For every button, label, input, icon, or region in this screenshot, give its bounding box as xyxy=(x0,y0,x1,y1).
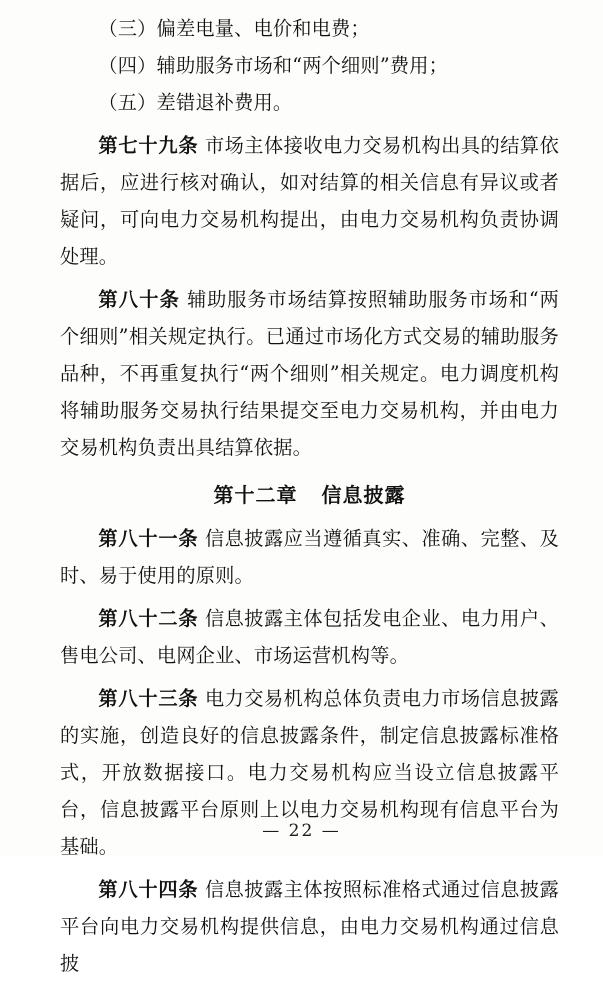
article-paragraph-82 xyxy=(60,600,559,674)
article-paragraph-81 xyxy=(60,520,559,594)
chapter-number: 第十二章 xyxy=(213,483,298,507)
article-text: 辅助服务市场结算按照辅助服务市场和“两个细则”相关规定执行。已通过市场化方式交易的辅助服务品种，不再重复执行“两个细则”相关规定。电力调度机构将辅助服务交易执行结果提交至电力交易机构，并由电力交易机构负责出具结算依据。 xyxy=(60,288,560,459)
article-label: 第八十三条 xyxy=(98,687,199,710)
chapter-heading xyxy=(60,476,559,514)
article-text: 信息披露应当遵循真实、准确、完整、及时、易于使用的原则。 xyxy=(60,527,559,587)
article-text: 信息披露主体按照标准格式通过信息披露平台向电力交易机构提供信息，由电力交易机构通过信息披 xyxy=(60,878,559,975)
article-text: 电力交易机构总体负责电力市场信息披露的实施，创造良好的信息披露条件，制定信息披露标准格式，开放数据接口。电力交易机构应当设立信息披露平台，信息披露平台原则上以电力交易机构现有信息平台为基础。 xyxy=(60,687,559,858)
article-label: 第八十条 xyxy=(98,288,181,311)
article-label: 第七十九条 xyxy=(98,134,199,157)
page-number: — 22 — xyxy=(262,821,341,841)
article-paragraph-80 xyxy=(60,281,559,466)
article-paragraph-84 xyxy=(60,871,559,982)
chapter-title: 信息披露 xyxy=(321,483,406,507)
article-text: 信息披露主体包括发电企业、电力用户、售电公司、电网企业、市场运营机构等。 xyxy=(60,607,559,667)
article-text: 市场主体接收电力交易机构出具的结算依据后，应进行核对确认，如对结算的相关信息有异议或者疑问，可向电力交易机构提出，由电力交易机构负责协调处理。 xyxy=(60,134,559,268)
article-paragraph-79 xyxy=(60,127,559,275)
article-label: 第八十一条 xyxy=(98,527,199,550)
article-label: 第八十四条 xyxy=(98,878,199,901)
list-item: （四）辅助服务市场和“两个细则”费用； xyxy=(98,54,448,77)
list-item: （三）偏差电量、电价和电费； xyxy=(98,17,370,40)
list-item: （五）差错退补费用。 xyxy=(98,91,293,114)
article-label: 第八十二条 xyxy=(98,607,199,630)
